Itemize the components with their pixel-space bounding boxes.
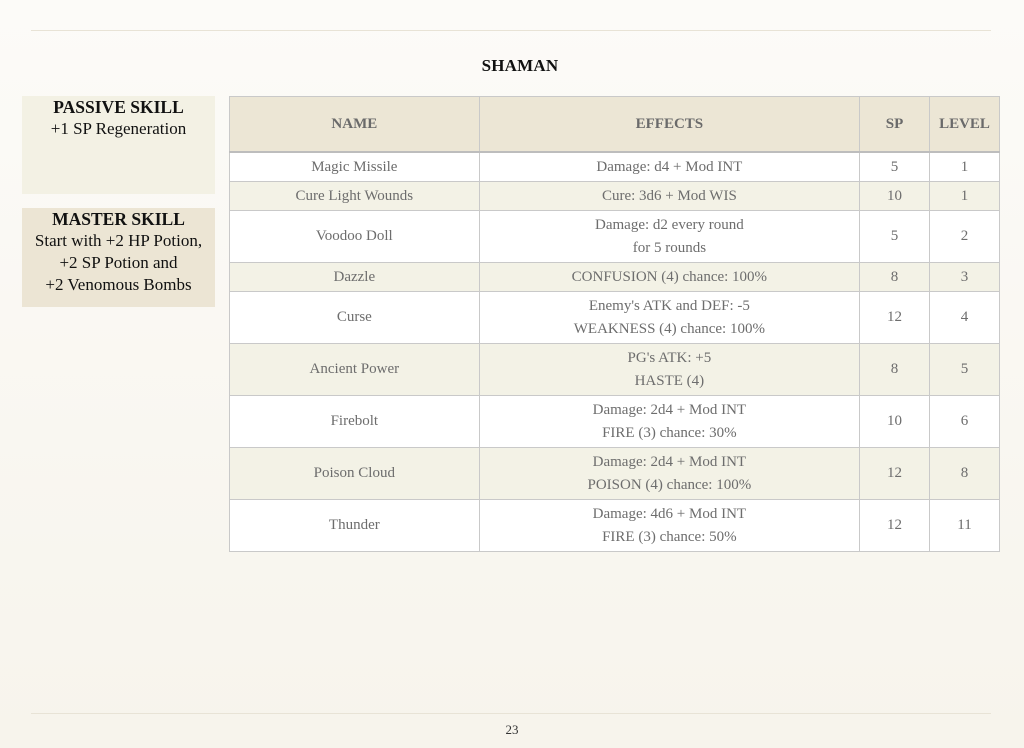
effect-line: Damage: d4 + Mod INT <box>596 158 743 175</box>
cell-effects <box>479 500 859 552</box>
cell-sp: 5 <box>860 152 930 182</box>
master-skill-box <box>22 208 215 307</box>
passive-skill-box <box>22 96 215 194</box>
page-title: SHAMAN <box>481 56 559 75</box>
cell-name: Thunder <box>230 500 480 552</box>
cell-name: Cure Light Wounds <box>230 182 480 211</box>
bottom-rule <box>31 713 991 714</box>
effect-line: PG's ATK: +5 <box>627 349 712 366</box>
table-row <box>230 448 1000 500</box>
cell-effects <box>479 344 859 396</box>
top-rule <box>31 30 991 31</box>
passive-skill-text: +1 SP Regeneration <box>50 119 187 138</box>
table-row <box>230 182 1000 211</box>
cell-effects <box>479 182 859 211</box>
cell-level: 11 <box>930 500 1000 552</box>
cell-name: Ancient Power <box>230 344 480 396</box>
cell-name: Voodoo Doll <box>230 211 480 263</box>
cell-sp: 5 <box>860 211 930 263</box>
skills-table <box>229 96 1000 552</box>
cell-name: Firebolt <box>230 396 480 448</box>
cell-sp: 8 <box>860 263 930 292</box>
effect-line: FIRE (3) chance: 30% <box>602 424 737 441</box>
effect-line: Damage: 2d4 + Mod INT <box>592 453 747 470</box>
column-header-name: NAME <box>230 97 480 153</box>
cell-sp: 12 <box>860 448 930 500</box>
cell-level: 5 <box>930 344 1000 396</box>
column-header-level: LEVEL <box>930 97 1000 153</box>
cell-level: 4 <box>930 292 1000 344</box>
effect-line: CONFUSION (4) chance: 100% <box>571 268 768 285</box>
cell-effects <box>479 263 859 292</box>
cell-sp: 12 <box>860 292 930 344</box>
cell-sp: 12 <box>860 500 930 552</box>
table-body <box>230 152 1000 552</box>
cell-level: 1 <box>930 152 1000 182</box>
cell-effects <box>479 152 859 182</box>
cell-sp: 10 <box>860 182 930 211</box>
effect-line: WEAKNESS (4) chance: 100% <box>573 320 765 337</box>
cell-level: 1 <box>930 182 1000 211</box>
master-skill-title: MASTER SKILL <box>52 209 185 229</box>
cell-level: 8 <box>930 448 1000 500</box>
cell-level: 6 <box>930 396 1000 448</box>
effect-line: Cure: 3d6 + Mod WIS <box>601 187 737 204</box>
cell-name: Dazzle <box>230 263 480 292</box>
cell-name: Poison Cloud <box>230 448 480 500</box>
table-row <box>230 211 1000 263</box>
table-row <box>230 344 1000 396</box>
page-number: 23 <box>505 722 519 737</box>
cell-effects <box>479 292 859 344</box>
cell-level: 2 <box>930 211 1000 263</box>
cell-level: 3 <box>930 263 1000 292</box>
cell-effects <box>479 448 859 500</box>
column-header-effects: EFFECTS <box>479 97 859 153</box>
effect-line: HASTE (4) <box>634 372 705 389</box>
table-row <box>230 152 1000 182</box>
table-row <box>230 396 1000 448</box>
table-row <box>230 292 1000 344</box>
effect-line: Enemy's ATK and DEF: -5 <box>588 297 750 314</box>
effect-line: POISON (4) chance: 100% <box>587 476 752 493</box>
effect-line: Damage: d2 every round <box>595 216 744 233</box>
effect-line: Damage: 2d4 + Mod INT <box>592 401 747 418</box>
column-header-sp: SP <box>860 97 930 153</box>
effect-line: Damage: 4d6 + Mod INT <box>592 505 747 522</box>
table-row <box>230 263 1000 292</box>
passive-skill-title: PASSIVE SKILL <box>53 97 184 117</box>
cell-sp: 10 <box>860 396 930 448</box>
cell-effects <box>479 396 859 448</box>
cell-name: Curse <box>230 292 480 344</box>
master-skill-text-line: +2 Venomous Bombs <box>45 275 192 294</box>
table-row <box>230 500 1000 552</box>
master-skill-text-line: Start with +2 HP Potion, <box>34 231 203 250</box>
cell-name: Magic Missile <box>230 152 480 182</box>
effect-line: FIRE (3) chance: 50% <box>602 528 737 545</box>
master-skill-text-line: +2 SP Potion and <box>59 253 178 272</box>
table-header-row <box>230 97 1000 153</box>
cell-effects <box>479 211 859 263</box>
cell-sp: 8 <box>860 344 930 396</box>
effect-line: for 5 rounds <box>632 239 707 256</box>
